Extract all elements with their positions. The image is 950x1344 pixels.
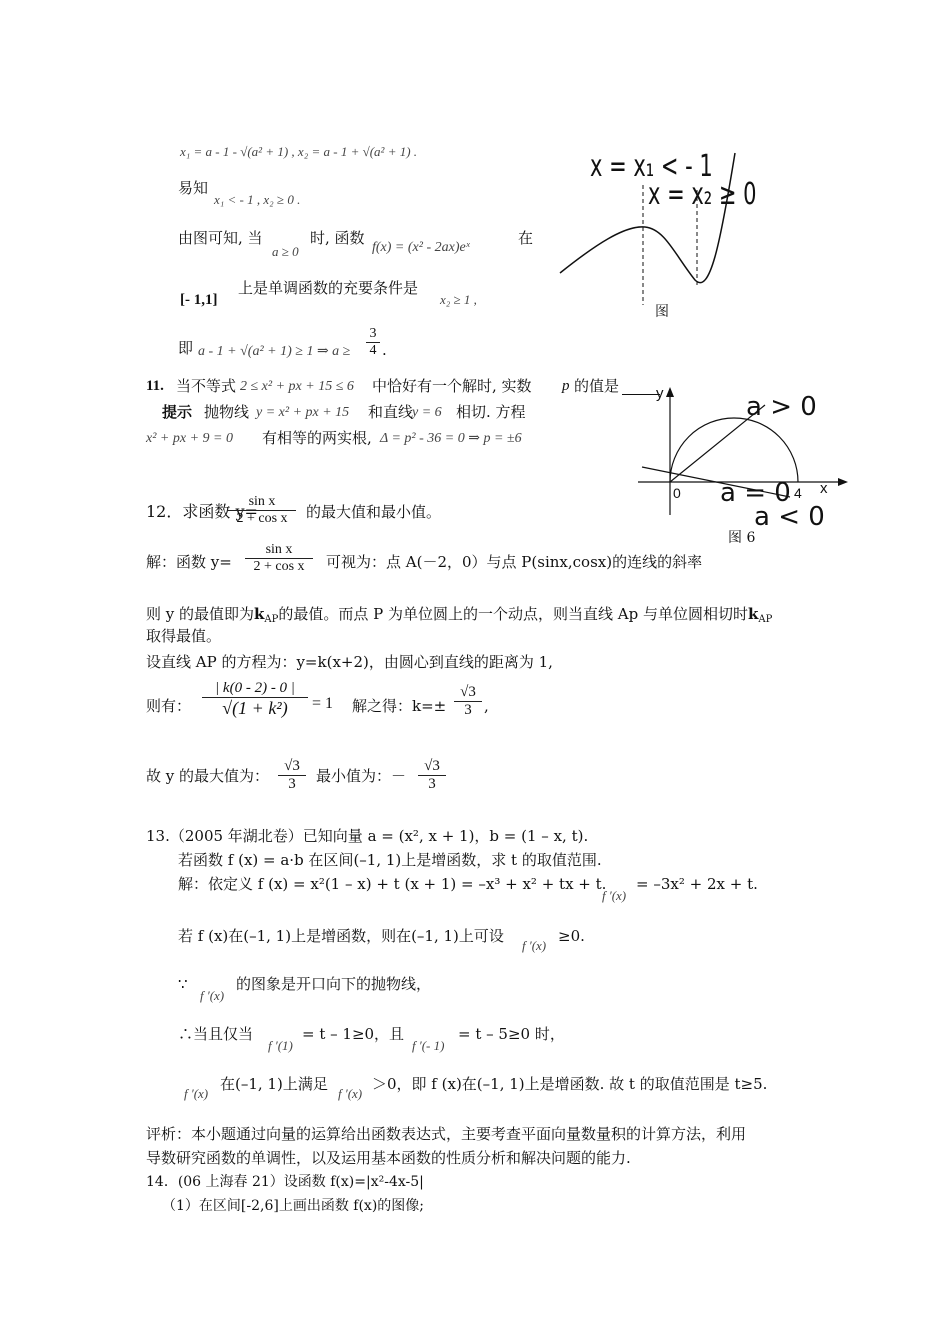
min-value-fraction: √3 3	[418, 758, 446, 793]
q13-fprime-5: f ′(x)	[338, 1086, 363, 1101]
q11-text-b: 中恰好有一个解时, 实数	[372, 377, 532, 395]
distance-formula: | k(0 - 2) - 0 | √(1 + k²)	[202, 680, 308, 719]
q13-fprime-2: f ′(x)	[522, 938, 547, 953]
hint-text-c: 相切. 方程	[456, 403, 526, 421]
equal-roots-text: 有相等的两实根,	[262, 429, 372, 447]
q13-line7-b: ＞0，即 f (x)在(–1, 1)上是增函数. 故 t 的取值范围是 t≥5.	[372, 1075, 768, 1093]
q14-line1: 14．(06 上海春 21）设函数 f(x)=|x²-4x-5|	[146, 1174, 424, 1190]
fig6-a-positive: a > 0	[746, 392, 817, 422]
fromgraph-text-c: 在	[518, 229, 534, 247]
q12-solution-fraction: sin x 2 + cos x	[245, 542, 313, 575]
comment-line2: 导数研究函数的单调性，以及运用基本函数的性质分析和解决问题的能力.	[146, 1149, 631, 1167]
fromgraph-text-a: 由图可知, 当	[178, 229, 263, 247]
fig6-caption: 图 6	[728, 530, 756, 546]
semicircle	[670, 418, 798, 482]
fig6-origin-label: 0	[673, 485, 681, 501]
mono-text: 上是单调函数的充要条件是	[238, 279, 419, 297]
easy-expr: x₁ < - 1 , x₂ ≥ 0 .	[214, 192, 301, 207]
fraction-three-quarters: 3 4	[366, 326, 380, 359]
period: .	[382, 341, 387, 359]
hint-line: y = 6	[412, 405, 442, 420]
q13-fprime: f ′(x)	[602, 888, 627, 903]
q13-line3: 解：依定义 f (x) = x²(1 – x) + t (x + 1) = –x³ + x² + tx + t.	[178, 875, 607, 893]
q11-text-c: 的值是	[574, 377, 620, 395]
q12-line2-a: 则 y 的最值即为$k_{AP}$的最值。而点 P 为单位圆上的一个动点，则当直线 Ap 与单位圆相切时$k_{AP}$	[146, 605, 773, 625]
comment-line1: 评析：本小题通过向量的运算给出函数表达式，主要考查平面向量数量积的计算方法，利用	[146, 1125, 747, 1143]
discriminant-expr: Δ = p² - 36 = 0 ⇒ p = ±6	[380, 431, 522, 446]
q12-solve-label: 解之得：k=±	[352, 697, 447, 715]
fromgraph-cond: a ≥ 0	[272, 244, 299, 259]
hint-text-b: 和直线	[368, 403, 414, 421]
interval: [- 1,1]	[180, 292, 218, 308]
q11-p: p	[562, 378, 570, 394]
y-axis-arrow	[666, 387, 674, 397]
q13-line5: 的图象是开口向下的抛物线，	[236, 975, 432, 993]
fromgraph-text-b: 时, 函数	[310, 229, 365, 247]
q11-text-a: 当不等式	[176, 377, 237, 395]
q13-line7-a: 在(–1, 1)上满足	[220, 1075, 328, 1093]
q13-line6-b: = t – 1≥0，且	[302, 1025, 405, 1043]
equation-quadratic: x² + px + 9 = 0	[146, 431, 233, 446]
roots-formula: x₁ = a - 1 - √(a² + 1) , x₂ = a - 1 + √(a² + 1) .	[180, 144, 418, 159]
q13-line3-right: = –3x² + 2x + t.	[636, 875, 758, 893]
because-symbol: ∵	[178, 975, 188, 993]
mono-cond: x₂ ≥ 1 ,	[440, 292, 477, 307]
q12-solution-b: 可视为：点 A(－2，0）与点 P(sinx,cosx)的连线的斜率	[326, 553, 703, 571]
q12-line3: 取得最值。	[146, 627, 222, 645]
q12-question-end: 的最大值和最小值。	[306, 503, 442, 521]
q13-line4-a: 若 f (x)在(–1, 1)上是增函数，则在(–1, 1)上可设	[178, 927, 504, 945]
q13-line6-c: = t – 5≥0 时，	[458, 1025, 565, 1043]
q12-fraction: sin x 2 + cos x	[228, 494, 296, 527]
ji-expr: a - 1 + √(a² + 1) ≥ 1 ⇒ a ≥	[198, 344, 351, 359]
q13-fprime-3: f ′(x)	[200, 988, 225, 1003]
fig6-a-negative: a < 0	[754, 502, 825, 532]
q13-f1: f ′(1)	[268, 1038, 293, 1053]
q13-line2: 若函数 f (x) = a·b 在区间(–1, 1)上是增函数，求 t 的取值范围.	[178, 851, 602, 869]
q13-head: 13.（2005 年湖北卷）已知向量 a = (x², x + 1)，b = (1 – x, t).	[146, 827, 589, 845]
q12-line4: 设直线 AP 的方程为：y=k(x+2)，由圆心到直线的距离为 1,	[146, 653, 553, 671]
q12-solution-a: 解：函数 y=	[146, 553, 232, 571]
fig6-a-zero: a = 0	[720, 478, 791, 508]
q11-inequality: 2 ≤ x² + px + 15 ≤ 6	[240, 379, 354, 394]
graph-label-x1: x = x₁ < - 1	[590, 149, 713, 184]
q13-line6-a: ∴当且仅当	[178, 1025, 254, 1043]
ji-label: 即	[178, 339, 194, 357]
graph-caption: 图	[655, 304, 669, 320]
hint-parabola: y = x² + px + 15	[256, 405, 350, 420]
max-value-fraction: √3 3	[278, 758, 306, 793]
q13-fprime-4: f ′(x)	[184, 1086, 209, 1101]
fig6-four-label: 4	[794, 485, 802, 501]
solution-root3: √3 3	[454, 684, 482, 719]
q12-min-label: 最小值为：－	[316, 767, 407, 785]
q12-then-label: 则有：	[146, 697, 192, 715]
comma: ,	[484, 697, 489, 715]
hint-text-a: 抛物线	[204, 403, 250, 421]
q12-question: 12．求函数 y=	[146, 502, 258, 521]
q12-max-label: 故 y 的最大值为：	[146, 767, 270, 785]
distance-rhs: = 1	[312, 695, 334, 712]
fromgraph-function: f(x) = (x² - 2ax)eˣ	[372, 240, 470, 255]
hint-label: 提示	[162, 403, 193, 421]
fig6-y-label: y	[656, 385, 664, 402]
graph-label-x2: x = x₂ ≥ 0	[648, 177, 757, 212]
q13-line4-b: ≥0.	[558, 927, 585, 945]
q11-number: 11.	[146, 378, 164, 394]
q14-line2: （1）在区间[-2,6]上画出函数 f(x)的图像;	[162, 1198, 424, 1214]
fig6-x-label: x	[820, 480, 828, 497]
q13-fm1: f ′(- 1)	[412, 1038, 445, 1053]
x-axis-arrow	[838, 478, 848, 486]
easy-label: 易知	[178, 179, 209, 197]
